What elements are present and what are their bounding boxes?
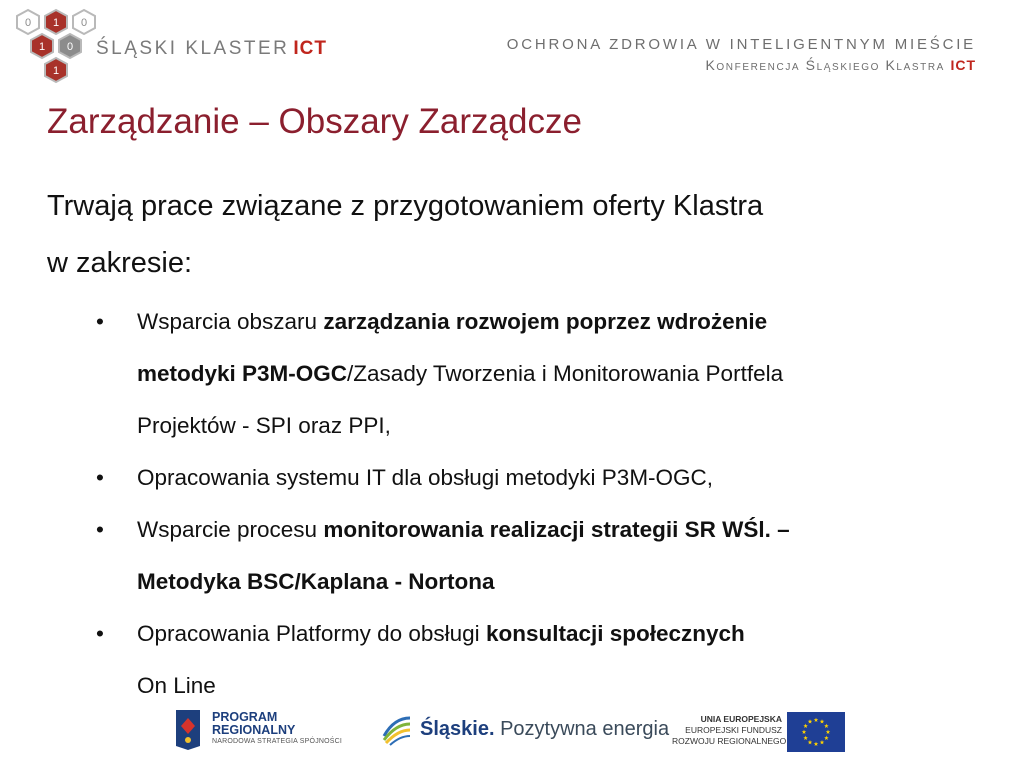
bullet-1-line-1 <box>137 296 978 348</box>
brand-label: ŚLĄSKI KLASTER <box>96 38 290 59</box>
bullet-4-line-1 <box>137 608 978 660</box>
conference-name-label: Konferencja Śląskiego Klastra <box>705 57 945 73</box>
slaskie-name: Śląskie. <box>420 718 495 740</box>
conference-ict: ICT <box>950 57 976 73</box>
bullet-3-bold-2: Metodyka BSC/Kaplana - Nortona <box>137 569 495 594</box>
bullet-1-bold-1: zarządzania rozwojem poprzez wdrożenie <box>323 309 768 334</box>
hex-digit-3: 1 <box>38 41 46 53</box>
bullet-4-pre: Opracowania Platformy do obsługi <box>137 621 486 646</box>
bullet-1-line-2 <box>137 348 978 400</box>
bullet-4-bold-1: konsultacji społecznych <box>485 621 745 646</box>
bullet-1-post-1: /Zasady Tworzenia i Monitorowania Portfela <box>347 361 784 386</box>
intro-paragraph <box>47 178 947 292</box>
bullet-dot: • <box>96 465 104 490</box>
bullet-item-4 <box>88 608 978 712</box>
hex-digit-1: 1 <box>52 17 60 29</box>
program-line-2: REGIONALNY <box>212 723 296 737</box>
eu-flag-icon <box>787 712 845 752</box>
bullet-3-line-2 <box>137 556 978 608</box>
eu-fund-text <box>672 714 787 747</box>
bullet-3-line-1 <box>137 504 978 556</box>
bullet-1-bold-2: metodyki P3M-OGC <box>137 361 348 386</box>
slaskie-text <box>420 718 669 741</box>
bullet-1-pre: Wsparcia obszaru <box>137 309 324 334</box>
bullet-3-bold-1: monitorowania realizacji strategii SR WŚl. – <box>323 517 790 542</box>
conference-header <box>507 36 976 73</box>
program-line-1: PROGRAM <box>212 710 278 724</box>
bullet-1-line-3: Projektów - SPI oraz PPI, <box>137 413 391 438</box>
program-line-3: NARODOWA STRATEGIA SPÓJNOŚCI <box>212 738 343 745</box>
bullet-list <box>88 296 978 712</box>
bullet-4-line-2: On Line <box>137 673 216 698</box>
bullet-2-text: Opracowania systemu IT dla obsługi metodyki P3M-OGC, <box>137 465 714 490</box>
bullet-item-2 <box>88 452 978 504</box>
bullet-item-1 <box>88 296 978 452</box>
hex-digit-4: 0 <box>66 41 74 53</box>
hex-digit-2: 0 <box>80 17 88 29</box>
brand-name <box>96 38 327 60</box>
slide-title: Zarządzanie – Obszary Zarządcze <box>47 102 582 141</box>
cluster-hex-logo <box>12 6 102 92</box>
eu-line-3: ROZWOJU REGIONALNEGO <box>672 736 787 746</box>
brand-ict: ICT <box>293 38 328 59</box>
program-regionalny-text <box>212 711 342 747</box>
eu-line-2: EUROPEJSKI FUNDUSZ <box>685 725 782 735</box>
slaskie-leaf-icon <box>380 712 414 746</box>
hex-digit-0: 0 <box>24 17 32 29</box>
program-regionalny-icon <box>172 706 204 752</box>
bullet-3-pre: Wsparcie procesu <box>137 517 324 542</box>
bullet-dot: • <box>96 309 104 334</box>
intro-line-2: w zakresie: <box>47 247 193 279</box>
eu-line-1: UNIA EUROPEJSKA <box>700 714 782 724</box>
hex-digit-5: 1 <box>52 65 60 77</box>
bullet-dot: • <box>96 621 104 646</box>
conference-topic: OCHRONA ZDROWIA W INTELIGENTNYM MIEŚCIE <box>506 36 976 53</box>
bullet-dot: • <box>96 517 104 542</box>
bullet-item-3 <box>88 504 978 608</box>
conference-name <box>507 57 976 73</box>
footer-logos <box>0 700 1024 768</box>
slaskie-slogan: Pozytywna energia <box>500 718 670 740</box>
intro-line-1: Trwają prace związane z przygotowaniem oferty Klastra <box>47 190 764 222</box>
